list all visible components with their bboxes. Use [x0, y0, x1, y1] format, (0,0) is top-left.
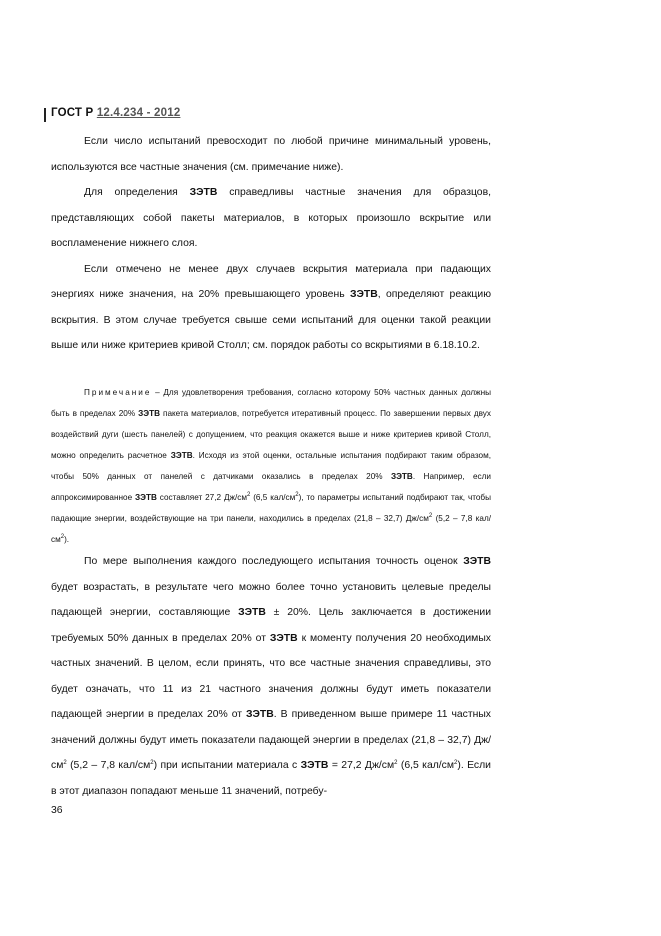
text: пакета материалов, потребуется итеративный процесс. По завершении первых двух воздействий дуги (шесть панелей) с допущением, что реакция окажется выше и ниже критериев кривой Столл, можно определить расчетное: [51, 409, 491, 460]
term: ЗЭТВ: [189, 187, 218, 198]
term: ЗЭТВ: [138, 409, 161, 418]
standard-year: 12: [167, 107, 181, 119]
superscript: 2: [394, 760, 398, 766]
text: (6,5 кал/см: [250, 493, 296, 502]
superscript: 2: [454, 760, 458, 766]
term: ЗЭТВ: [390, 472, 413, 481]
paragraph-3: [51, 257, 491, 359]
term: ЗЭТВ: [349, 289, 378, 300]
text: ± 20%. Цель заключается в достижении требуемых 50% данных в пределах 20% от: [51, 607, 491, 644]
term: ЗЭТВ: [269, 632, 298, 644]
text: ) при испытании материала с: [153, 760, 301, 771]
term: ЗЭТВ: [135, 493, 157, 502]
text: – Для удовлетворения требования, согласно которому 50% частных данных должны быть в пределах 20%: [51, 388, 491, 418]
superscript: 2: [246, 492, 251, 498]
text: составляет 27,2 Дж/см: [156, 493, 247, 502]
text: (5,2 – 7,8 кал/см: [66, 760, 151, 771]
note-text: [51, 382, 491, 550]
text: (6,5 кал/см: [397, 760, 455, 771]
text: к моменту получения 20 необходимых частных значений. В целом, если принять, что все частные значения справедливы, это будет означать, что 11 из 21 частного значения должны будут иметь показатели падающей энергии в пределах 20% от: [51, 632, 491, 720]
term: ЗЭТВ: [300, 760, 329, 771]
superscript: 2: [295, 492, 299, 498]
text: Для определения: [84, 187, 190, 198]
text: ).: [64, 535, 70, 544]
document-header: [51, 107, 180, 119]
superscript: 2: [60, 534, 65, 540]
superscript: 2: [150, 760, 154, 766]
paragraph-1: Если число испытаний превосходит по любой причине минимальный уровень, используются все частные значения (см. примечание ниже).: [51, 136, 491, 173]
paragraph-4: [51, 549, 491, 804]
text: По мере выполнения каждого последующего испытания точность оценок: [84, 556, 464, 567]
text: , определяют реакцию вскрытия. В этом случае требуется свыше семи испытаний для оценки такой реакции выше или ниже критериев кривой Столл; см. порядок работы со вскрытиями в 6.18.10.2.: [51, 289, 491, 351]
text: (5,2 – 7,8 кал/см: [51, 514, 492, 544]
body-lower: [51, 549, 491, 804]
revision-bar: [44, 108, 46, 122]
text: . Исходя из этой оценки, остальные испытания подбирают таким образом, чтобы 50% данных от панелей с датчиками оказались в пределах 20%: [51, 451, 491, 481]
text: ). Если в этот диапазон попадают меньше 11 значений, потребу-: [51, 760, 491, 797]
term: ЗЭТВ: [463, 556, 491, 567]
text: . В приведенном выше примере 11 частных значений должны будут иметь показатели падающей энергии в пределах (21,8 – 32,7) Дж/см: [51, 709, 491, 771]
paragraph-2: [51, 180, 491, 257]
superscript: 2: [63, 760, 67, 766]
page-number: 36: [51, 805, 63, 816]
term: ЗЭТВ: [170, 451, 193, 460]
term: ЗЭТВ: [238, 607, 266, 618]
note-block: [51, 382, 491, 550]
text: ), то параметры испытаний подбирают так, чтобы падающие энергии, воздействующие на три панели, находились в пределах (21,8 – 32,7) Дж/см: [51, 493, 492, 523]
term: ЗЭТВ: [246, 709, 274, 720]
text: справедливы частные значения для образцов, представляющих собой пакеты материалов, в которых произошло вскрытие или воспламенение нижнего слоя.: [51, 187, 491, 249]
text: . Например, если аппроксимированное: [51, 472, 491, 502]
note-label: Примечание: [84, 388, 152, 397]
text: = 27,2 Дж/см: [328, 760, 395, 771]
body-upper: [51, 129, 491, 359]
standard-number: 12.4.234 - 20: [96, 107, 168, 119]
standard-prefix: ГОСТ Р: [51, 107, 97, 119]
text: будет возрастать, в результате чего можно более точно установить целевые пределы падающей энергии, составляющие: [51, 581, 491, 618]
text: Если отмечено не менее двух случаев вскрытия материала при падающих энергиях ниже значения, на 20% превышающего уровень: [51, 263, 491, 300]
superscript: 2: [428, 513, 433, 519]
